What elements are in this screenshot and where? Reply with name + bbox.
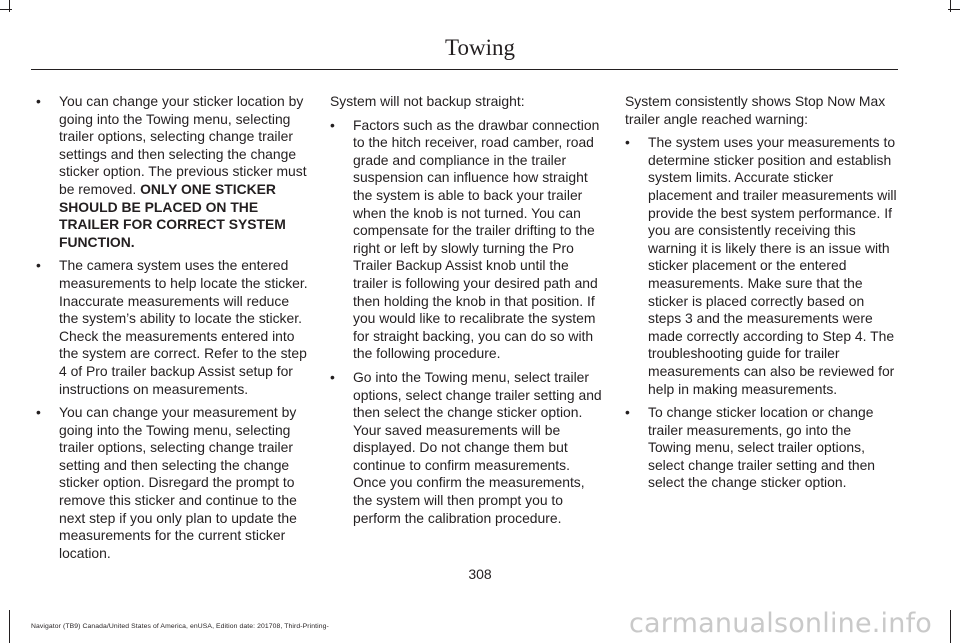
text-column-3: [625, 93, 897, 498]
crop-mark: [9, 610, 10, 643]
crop-mark: [950, 0, 951, 12]
bullet-text: You can change your sticker location by going into the Towing menu, selecting trailer options, selecting change trailer settings and then selecting the change sticker option. The previous sticker must be removed.: [59, 93, 307, 197]
section-intro: System will not backup straight:: [330, 93, 525, 109]
list-item: [330, 369, 602, 527]
bullet-emphasis: ONLY ONE STICKER SHOULD BE PLACED ON THE TRAILER FOR CORRECT SYSTEM FUNCTION.: [59, 180, 286, 250]
bullet-list: [625, 134, 897, 492]
bullet-list: [330, 117, 602, 528]
section-intro: System consistently shows Stop Now Max trailer angle reached warning:: [625, 93, 886, 127]
watermark: carmanualsonline.info: [629, 608, 932, 639]
crop-mark: [0, 9, 12, 10]
page-title: Towing: [445, 35, 515, 60]
text-column-2: [330, 93, 602, 533]
bullet-text: The camera system uses the entered measurements to help locate the sticker. Inaccurate measurements will reduce the system’s ability to locate the sticker. Check the measurements entered into the system are correct. Refer to the step 4 of Pro trailer backup Assist setup for instructions on measurements.: [59, 257, 308, 397]
bullet-list: [36, 93, 308, 562]
header-divider: [31, 69, 898, 70]
bullet-text: The system uses your measurements to determine sticker position and establish system limits. Accurate sticker placement and trailer measurements will provide the best system performance. If you are consistently receiving this warning it is likely there is an issue with sticker placement or the entered measurements. Make sure that the sticker is placed correctly based on steps 3 and the measurements were made correctly according to Step 4. The troubleshooting guide for trailer measurements can also be reviewed for help in making measurements.: [648, 134, 897, 397]
list-item: [625, 404, 897, 492]
page-number: 308: [468, 566, 492, 582]
bullet-text: Factors such as the drawbar connection to the hitch receiver, road camber, road grade and compliance in the trailer suspension can influence how straight the system is able to back your trailer when the knob is not turned. You can compensate for the trailer drifting to the right or left by slowly turning the Pro Trailer Backup Assist knob until the trailer is following your desired path and then holding the knob in that position. If you would like to recalibrate the system for straight backing, you can do so with the following procedure.: [353, 116, 600, 362]
text-column-1: [36, 93, 308, 568]
bullet-text: Go into the Towing menu, select trailer options, select change trailer setting and then select the change sticker option. Your saved measurements will be displayed. Do not change them but continue to confirm measurements. Once you confirm the measurements, the system will then prompt you to perform the calibration procedure.: [353, 368, 602, 526]
list-item: [625, 134, 897, 398]
list-item: [36, 257, 308, 398]
list-item: [330, 117, 602, 363]
list-item: [36, 93, 308, 251]
bullet-text: You can change your measurement by going into the Towing menu, selecting trailer options, selecting change trailer setting and then selecting the change sticker option. Disregard the prompt to remove this sticker and continue to the next step if you only plan to update the measurements for the current sticker location.: [59, 404, 297, 561]
list-item: [36, 404, 308, 562]
crop-mark: [950, 610, 951, 643]
bullet-text: To change sticker location or change trailer measurements, go into the Towing menu, select trailer options, select change trailer setting and then select the change sticker option.: [648, 404, 876, 491]
crop-mark: [9, 0, 10, 12]
edition-footer: Navigator (TB9) Canada/United States of America, enUSA, Edition date: 201708, Third-Printing-: [31, 623, 329, 630]
